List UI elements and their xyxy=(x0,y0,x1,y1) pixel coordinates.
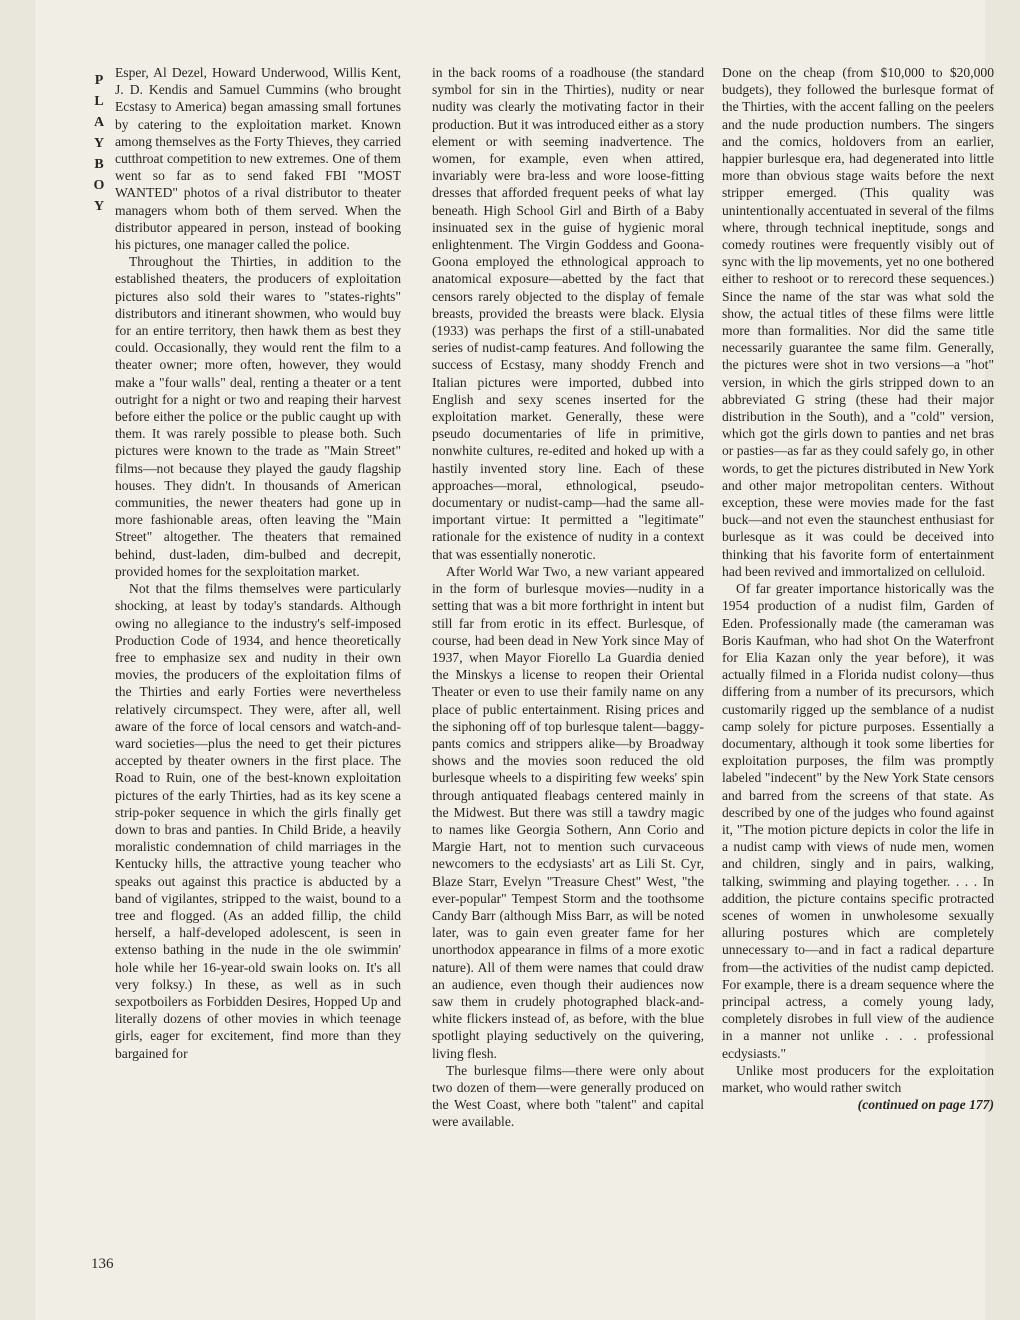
running-head xyxy=(89,70,109,217)
running-head-letter: P xyxy=(94,73,104,88)
running-head-letter: A xyxy=(93,115,105,130)
running-head-letter: Y xyxy=(93,136,105,151)
paragraph: Esper, Al Dezel, Howard Underwood, Willis Kent, J. D. Kendis and Samuel Cummins (who brought Ecstasy to America) began amassing small fortunes by catering to the exploitation market. Known among themselves as the Forty Thieves, they carried cutthroat competition to new extremes. One of them went so far as to send faked FBI "MOST WANTED" photos of a rival distributor to theater managers whom both of them served. When the distributor appeared in person, instead of booking his pictures, one manager called the police. xyxy=(115,65,401,253)
column-3 xyxy=(722,64,994,1113)
continued-note: (continued on page 177) xyxy=(857,1097,994,1113)
page-number: 136 xyxy=(91,1256,114,1272)
paragraph: Unlike most producers for the exploitation market, who would rather switch xyxy=(722,1062,994,1095)
column-1 xyxy=(115,64,401,1062)
paragraph: After World War Two, a new variant appeared in the form of burlesque movies—nudity in a setting that was a bit more forthright in intent but still far from erotic in its effect. Burlesque, of course, had been dead in New York since May of 1937, when Mayor Fiorello La Guardia denied the Minskys a license to reopen their Oriental Theater or even to use their family name on any place of public entertainment. Rising prices and the siphoning off of top burlesque talent—baggy-pants comics and strippers alike—by Broadway shows and the movies soon reduced the old burlesque wheels to a dispiriting few weeks' spin through antiquated fleabags centered mainly in the Midwest. But there was still a tawdry magic to names like Georgia Sothern, Ann Corio and Margie Hart, not to mention such curvaceous newcomers to the ecdysiasts' art as Lili St. Cyr, Blaze Starr, Evelyn "Treasure Chest" West, "the ever-popular" Tempest Storm and the toothsome Candy Barr (although Miss Barr, as will be noted later, was to gain even greater fame for her unorthodox appearance in films of a more exotic nature). All of them were names that could draw an audience, even though their audiences now saw them in crudely photographed black-and-white flickers instead of, as before, with the blue spotlight playing seductively on the quivering, living flesh. xyxy=(432,563,704,1061)
paragraph: Of far greater importance historically was the 1954 production of a nudist film, Garden of Eden. Professionally made (the cameraman was Boris Kaufman, who had shot On the Waterfront for Elia Kazan only the year before), it was actually filmed in a Florida nudist colony—thus differing from a number of its precursors, which customarily rigged up the semblance of a nudist camp solely for picture purposes. Essentially a documentary, although it took some liberties for exploitation purposes, the film was promptly labeled "indecent" by the New York State censors and barred from the screens of that state. As described by one of the judges who found against it, "The motion picture depicts in color the life in a nudist camp with views of nude men, women and children, singly and in pairs, walking, talking, swimming and playing together. . . . In addition, the picture contains specific protracted scenes of women in unwholesome sexually alluring postures which are completely unnecessary to—and in fact a radical departure from—the activities of the nudist camp depicted. For example, there is a dream sequence where the principal actress, a comely young lady, completely disrobes in full view of the audience in a manner not unlike . . . professional ecdysiasts." xyxy=(722,581,994,1061)
magazine-page xyxy=(35,0,994,1320)
running-head-letter: Y xyxy=(93,199,105,214)
paragraph: in the back rooms of a roadhouse (the standard symbol for sin in the Thirties), nudity or near nudity was clearly the motivating factor in their production. But it was introduced either as a story element or with seeming inadvertence. The women, for example, even when attired, invariably were bra-less and wore loose-fitting dresses that afforded frequent peeks of what lay beneath. High School Girl and Birth of a Baby insinuated sex in the guise of hygienic moral enlightenment. The Virgin Goddess and Goona-Goona employed the ethnological approach to anatomical exposure—abetted by the fact that censors rarely objected to the display of female breasts, provided the breasts were black. Elysia (1933) was perhaps the first of a still-unabated series of nudist-camp features. And following the success of Ecstasy, many shoddy French and Italian pictures were imported, dubbed into English and sexy scenes inserted for the exploitation market. Generally, these were pseudo documentaries of life in primitive, nonwhite cultures, re-edited and hoked up with a hastily invented story line. Each of these approaches—moral, ethnological, pseudo-documentary or nudist-camp—had the same all-important virtue: It permitted a "legitimate" rationale for the existence of nudity in a context that was essentially nonerotic. xyxy=(432,65,704,562)
paragraph: Throughout the Thirties, in addition to the established theaters, the producers of exploitation pictures also sold their wares to "states-rights" distributors and itinerant showmen, who would buy for an entire territory, then hawk them as best they could. Occasionally, they would rent the film to a theater owner; more often, however, they would make a "four walls" deal, renting a theater or a tent outright for a night or two and reaping their harvest before either the police or the public caught up with them. It was rarely possible to please both. Such pictures were known to the trade as "Main Street" films—not because they played the gaudy flagship houses. They didn't. In thousands of American communities, the newer theaters had gone up in more fashionable areas, often leaving the "Main Street" altogether. The theaters that remained behind, dust-laden, dim-bulbed and decrepit, provided homes for the sexploitation market. xyxy=(115,254,401,579)
running-head-letter: B xyxy=(94,157,104,172)
paragraph: The burlesque films—there were only about two dozen of them—were generally produced on the West Coast, where both "talent" and capital were available. xyxy=(432,1062,704,1130)
running-head-letter: L xyxy=(94,94,104,109)
paragraph: Done on the cheap (from $10,000 to $20,000 budgets), they followed the burlesque format of the Thirties, with the accent falling on the peelers and the nude production numbers. The singers and the comics, holdovers from an earlier, happier burlesque era, had degenerated into little more than obvious stage waits before the next stripper emerged. (This quality was unintentionally accentuated in several of the films where, through technical ineptitude, songs and comedy routines were frequently visibly out of sync with the lip movements, yet no one bothered either to reshoot or to rerecord these sequences.) Since the name of the star was what sold the show, the actual titles of these films were little more than formalities. Nor did the same title necessarily guarantee the same film. Generally, the pictures were shot in two versions—a "hot" version, in which the girls stripped down to an abbreviated G string (these had their major distribution in the South), and a "cold" version, which got the girls down to panties and net bras or pasties—as far as they could safely go, in other words, to get the pictures distributed in New York and other major metropolitan centers. Without exception, these were movies made for the fast buck—and not even the staunchest enthusiast for burlesque as it was could be deceived into thinking that his favorite form of entertainment had been revived and immortalized on celluloid. xyxy=(722,65,994,579)
paragraph: Not that the films themselves were particularly shocking, at least by today's standards. Although owing no allegiance to the industry's self-imposed Production Code of 1934, and hence theoretically free to emphasize sex and nudity in their own movies, the producers of the exploitation films of the Thirties and early Forties were nevertheless relatively circumspect. They were, after all, well aware of the force of local censors and watch-and-ward societies—plus the need to get their pictures accepted by theater owners in the first place. The Road to Ruin, one of the best-known exploitation pictures of the early Thirties, had as its key scene a strip-poker sequence in which the girls finally get down to bras and panties. In Child Bride, a heavily moralistic condemnation of child marriages in the Kentucky hills, the attractive young teacher who speaks out against this practice is abducted by a band of vigilantes, stripped to the waist, bound to a tree and flogged. (As an added fillip, the child herself, a half-developed adolescent, is seen in extenso bathing in the nude in the ole swimmin' hole while her 16-year-old swain looks on. It's all very folksy.) In these, as well as in such sexpotboilers as Forbidden Desires, Hopped Up and literally dozens of other movies in which teenage girls, eager for excitement, find more than they bargained for xyxy=(115,581,401,1061)
column-2 xyxy=(432,64,704,1131)
running-head-letter: O xyxy=(93,178,105,193)
